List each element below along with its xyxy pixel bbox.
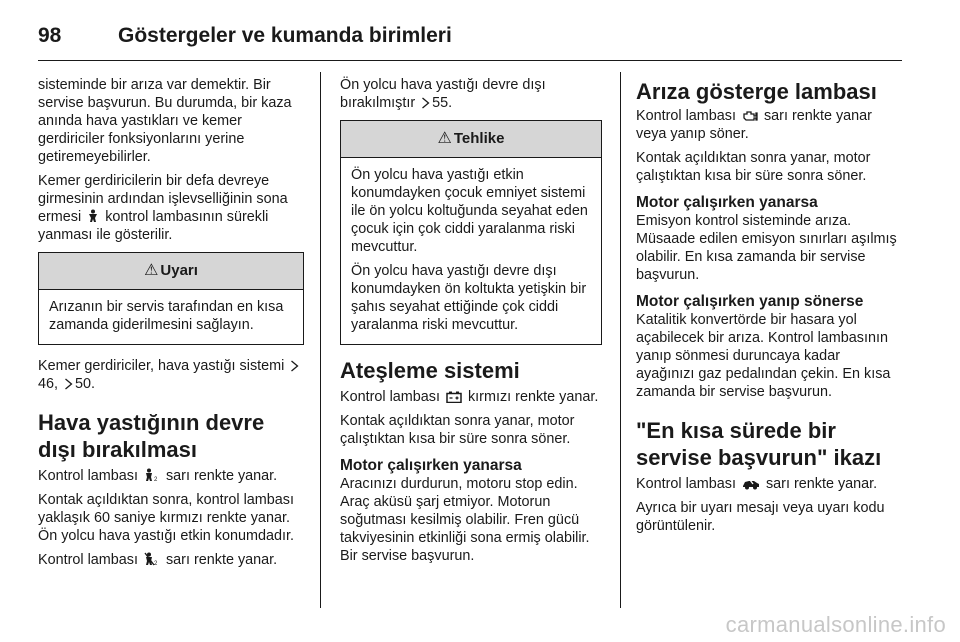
paragraph: Kontrol lambası sarı renkte yanar veya yanıp söner. [636, 108, 872, 142]
subheading: Motor çalışırken yanarsa [340, 457, 522, 474]
warning-triangle-icon: ⚠ [144, 262, 159, 279]
paragraph: Kontrol lambası 2 sarı renkte yanar. [38, 468, 278, 484]
warning-box [38, 252, 304, 345]
paragraph: Kontrol lambası 2 sarı renkte yanar. [38, 552, 278, 568]
airbag-on-icon [144, 468, 160, 482]
paragraph: Emisyon kontrol sisteminde arıza. Müsaade edilen emisyon sınırları aşılmış olabilir. En kısa zamanda bir servise başvurun. [636, 213, 897, 283]
warning-triangle-icon: ⚠ [437, 130, 452, 147]
header-rule [38, 60, 902, 61]
column-divider-1 [320, 72, 321, 608]
page-reference-link[interactable]: 55. [432, 95, 453, 111]
svg-text:2: 2 [153, 561, 158, 566]
page-header [38, 14, 902, 58]
paragraph: Kemer gerdiricilerin bir defa devreye girmesinin ardından işlevselliğinin sona ermesi kontrol lambasının sürekli yanması ile gösterilir. [38, 173, 288, 243]
service-car-wrench-icon [742, 478, 760, 490]
page-title: Göstergeler ve kumanda birimleri [118, 24, 452, 47]
paragraph: Aracınızı durdurun, motoru stop edin. Araç aküsü şarj etmiyor. Motorun soğutması kesilmiş olabilir. Fren gücü takviyesinin etkinliği sona ermiş olabilir. Bir servise başvurun. [340, 476, 590, 564]
page-number: 98 [38, 24, 62, 47]
paragraph: Katalitik konvertörde bir hasara yol açabilecek bir arıza. Kontrol lambasının yanıp sönmesi duruncaya kadar ayağınızı gaz pedalından çekin. En kısa zamanda bir servise başvurun. [636, 312, 891, 400]
paragraph: Kontrol lambası kırmızı renkte yanar. [340, 389, 599, 405]
ref-arrow-icon [290, 360, 299, 372]
paragraph: Kontrol lambası sarı renkte yanar. [636, 476, 878, 492]
svg-text:2: 2 [153, 477, 158, 482]
paragraph: Ayrıca bir uyarı mesajı veya uyarı kodu görüntülenir. [636, 500, 885, 534]
page-reference-link[interactable]: 46, [38, 376, 59, 392]
section-heading: "En kısa sürede bir servise başvurun" ikazı [636, 418, 882, 470]
section-heading: Arıza gösterge lambası [636, 79, 877, 104]
airbag-person-icon [87, 209, 99, 223]
danger-box-header: ⚠ Tehlike [341, 121, 601, 158]
paragraph: sisteminde bir arıza var demektir. Bir servise başvurun. Bu durumda, bir kaza anında hava yastıkları ve kemer gerdiriciler fonksiyonlarını yerine getiremeyebilirler. [38, 77, 292, 165]
engine-check-icon [742, 110, 758, 122]
subheading: Motor çalışırken yanıp sönerse [636, 293, 864, 310]
subheading: Motor çalışırken yanarsa [636, 194, 818, 211]
column-2 [340, 76, 602, 571]
watermark: carmanualsonline.info [725, 612, 946, 637]
warning-box-header: ⚠ Uyarı [39, 253, 303, 290]
section-heading: Hava yastığının devre dışı bırakılması [38, 410, 265, 462]
paragraph: Ön yolcu hava yastığı devre dışı bırakılmıştır 55. [340, 77, 546, 111]
column-divider-2 [620, 72, 621, 608]
danger-text: Ön yolcu hava yastığı etkin konumdayken çocuk emniyet sistemi ile ön yolcu koltuğunda seyahat eden çocuk için çok ciddi yaralanma riski mevcuttur. [351, 167, 588, 255]
danger-text: Ön yolcu hava yastığı devre dışı konumdayken ön koltukta yetişkin bir şahıs seyahat ettiğinde çok ciddi yaralanma riski mevcuttur. [351, 263, 587, 333]
warning-text: Arızanın bir servis tarafından en kısa zamanda giderilmesini sağlayın. [49, 299, 284, 333]
column-1 [38, 76, 304, 575]
ref-arrow-icon [64, 378, 73, 390]
page-reference-link[interactable]: 50. [75, 376, 96, 392]
danger-box [340, 120, 602, 345]
column-3 [636, 76, 902, 541]
airbag-off-icon [144, 552, 160, 566]
paragraph: Kontak açıldıktan sonra yanar, motor çalıştıktan kısa bir süre sonra söner. [636, 150, 871, 184]
ref-arrow-icon [421, 97, 430, 109]
paragraph: Kemer gerdiriciler, hava yastığı sistemi 46, 50. [38, 357, 304, 393]
section-heading: Ateşleme sistemi [340, 358, 520, 383]
paragraph: Kontak açıldıktan sonra, kontrol lambası yaklaşık 60 saniye kırmızı renkte yanar. Ön yolcu hava yastığı etkin konumdadır. [38, 492, 294, 544]
paragraph: Kontak açıldıktan sonra yanar, motor çalıştıktan kısa bir süre sonra söner. [340, 413, 575, 447]
battery-icon [446, 391, 462, 403]
